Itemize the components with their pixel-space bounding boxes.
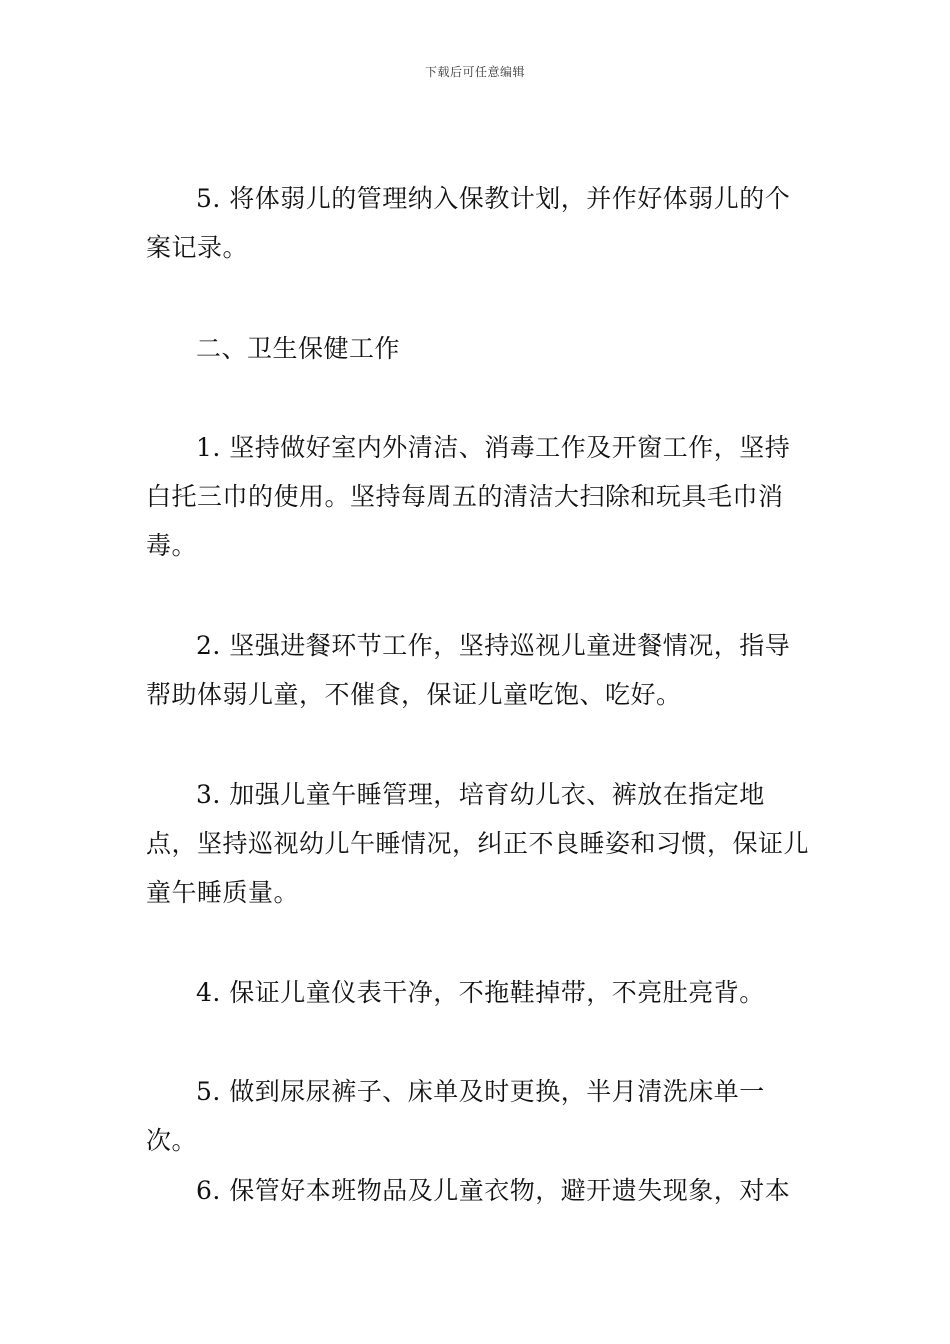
paragraph-nap: 3. 加强儿童午睡管理，培育幼儿衣、裤放在指定地点，坚持巡视幼儿午睡情况，纠正不良睡姿和习惯，保证儿童午睡质量。 xyxy=(146,780,810,907)
section-heading-hygiene: 二、卫生保健工作 xyxy=(196,334,401,363)
page-header: 下载后可任意编辑 xyxy=(424,65,525,79)
paragraph-weak-child-plan: 5. 将体弱儿的管理纳入保教计划，并作好体弱儿的个案记录。 xyxy=(146,184,791,262)
paragraph-appearance: 4. 保证儿童仪表干净，不拖鞋掉带，不亮肚亮背。 xyxy=(196,978,765,1007)
paragraph-bedding: 5. 做到尿尿裤子、床单及时更换，半月清洗床单一次。 xyxy=(146,1077,765,1155)
paragraph-belongings: 6. 保管好本班物品及儿童衣物，避开遗失现象，对本 xyxy=(196,1176,791,1205)
paragraph-cleaning: 1. 坚持做好室内外清洁、消毒工作及开窗工作，坚持白托三巾的使用。坚持每周五的清洁大扫除和玩具毛巾消毒。 xyxy=(146,433,791,560)
paragraph-meals: 2. 坚强进餐环节工作，坚持巡视儿童进餐情况，指导帮助体弱儿童，不催食，保证儿童吃饱、吃好。 xyxy=(146,631,791,709)
